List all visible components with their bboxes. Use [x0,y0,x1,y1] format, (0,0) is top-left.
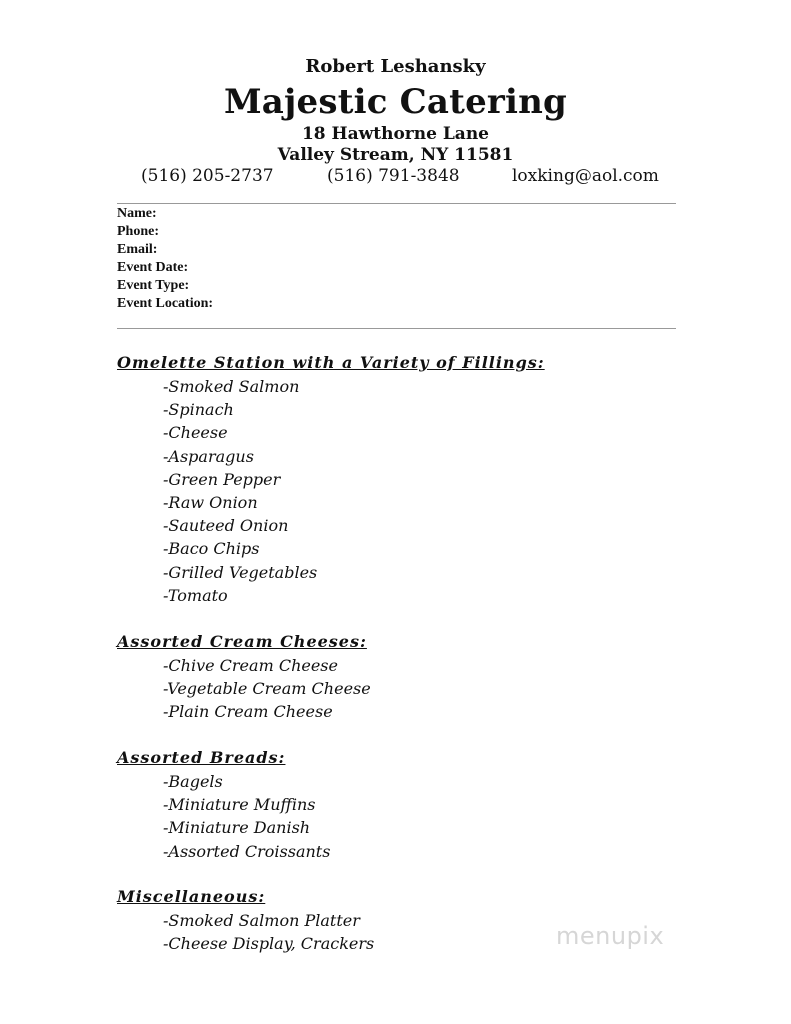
event-form-fields [117,205,213,313]
list-item: -Spinach [163,400,234,420]
section-title: Miscellaneous: [117,887,266,906]
company-name: Majestic Catering [223,82,568,122]
owner-name: Robert Leshansky [305,56,486,77]
phone-secondary: (516) 791-3848 [327,166,460,186]
list-item: -Sauteed Onion [163,516,289,536]
section-title: Assorted Breads: [117,748,286,767]
section-omelette-station [117,353,545,607]
section-breads [117,748,330,863]
list-item: -Chive Cream Cheese [163,656,338,675]
list-item: -Raw Onion [163,493,258,513]
field-event-date-label: Event Date: [117,260,189,275]
email-address: loxking@aol.com [512,166,659,186]
list-item: -Green Pepper [163,469,281,489]
list-item: -Baco Chips [163,539,260,559]
section-title: Omelette Station with a Variety of Fillings: [117,353,545,372]
list-item: -Plain Cream Cheese [163,702,333,722]
list-item: -Smoked Salmon [163,377,300,396]
address-line-1: 18 Hawthorne Lane [301,124,490,144]
list-item: -Cheese [163,423,228,443]
field-email-label: Email: [117,242,158,257]
section-cream-cheeses [117,632,371,724]
list-item: -Miniature Muffins [163,795,316,815]
list-item: -Tomato [163,585,228,605]
list-item: -Asparagus [163,446,254,466]
list-item: -Bagels [163,772,223,791]
divider-top [117,203,676,204]
list-item: -Vegetable Cream Cheese [163,679,371,699]
section-miscellaneous [117,887,374,955]
divider-bottom [117,328,676,329]
field-event-location-label: Event Location: [117,296,214,311]
field-phone-label: Phone: [117,224,159,239]
phone-primary: (516) 205-2737 [141,166,274,186]
field-name-label: Name: [117,206,157,221]
list-item: -Grilled Vegetables [163,562,318,582]
list-item: -Cheese Display, Crackers [163,934,375,954]
watermark-logo: menupix [556,922,665,950]
list-item: -Smoked Salmon Platter [163,911,360,930]
address-line-2: Valley Stream, NY 11581 [277,145,514,165]
list-item: -Assorted Croissants [163,841,331,861]
list-item: -Miniature Danish [163,818,311,838]
section-title: Assorted Cream Cheeses: [117,632,367,651]
field-event-type-label: Event Type: [117,278,190,293]
